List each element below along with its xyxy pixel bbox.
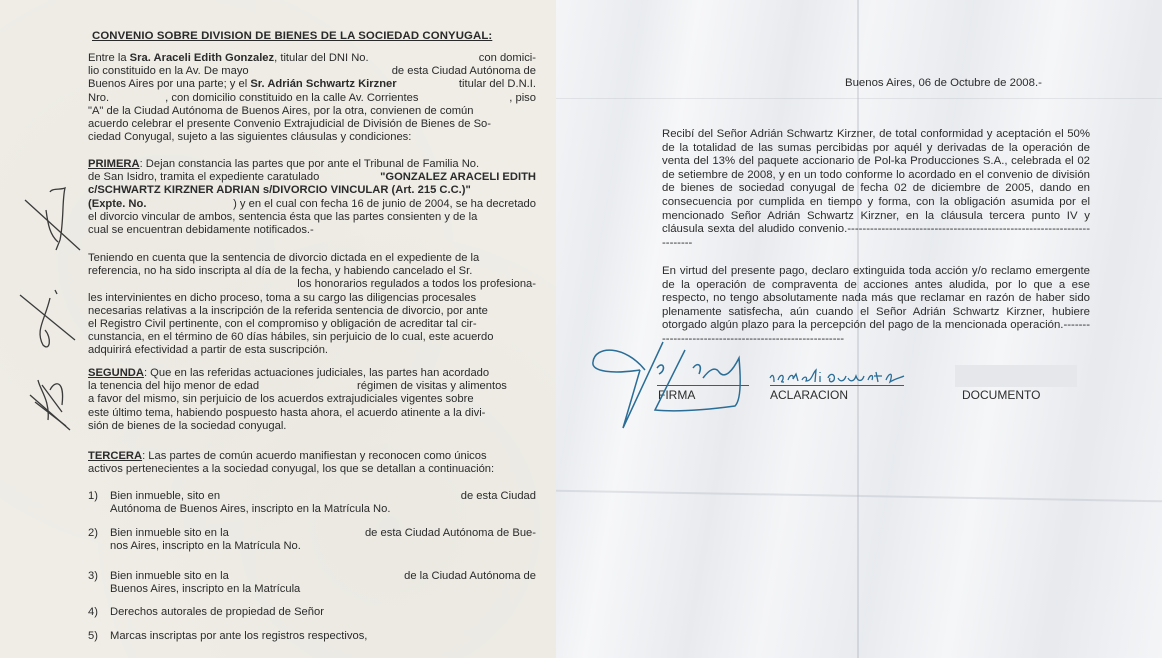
- agreement-title: CONVENIO SOBRE DIVISION DE BIENES DE LA SOCIEDAD CONYUGAL:: [92, 30, 493, 42]
- firma-label: FIRMA: [658, 388, 696, 402]
- clause-primera: PRIMERA: Dejan constancia las partes que por ante el Tribunal de Familia No. de San Isidro, tramita el expediente caratulado "GONZALEZ ARACELI EDITH c/SCHWARTZ KIRZNER ADRIAN s/DIVORCIO VINCULAR (Art. 215 C.C.)" (Expte. No. ) y en el cual con fecha 16 de junio de 2004, se ha decretado el divorcio vincular de ambos, sentencia ésta que las partes consienten y de la cual se encuentran debidamente notificados.-: [88, 158, 536, 237]
- receipt-paragraph-2: En virtud del presente pago, declaro extinguida toda acción y/o reclamo emergente de la operación de compraventa de acciones antes aludida, por lo que a ese respecto, no tengo absolutamente nada más que reclamar en razón de haber sido plenamente satisfecha, aún cuando el Señor Adrián Schwartz Kirzner, hubiere otorgado algún plazo para la percepción del pago de la mencionada operación.-------------------------------------------------------: [662, 265, 1090, 345]
- clause-heading: PRIMERA: [88, 158, 140, 170]
- signature-icon: [585, 340, 755, 440]
- intro-paragraph: Entre la Sra. Araceli Edith Gonzalez, titular del DNI No. con domici- lio constituido en la Av. De mayo de esta Ciudad Autónoma de Buenos Aires por una parte; y el Sr. Adrián Schwartz Kirzner titular del D.N.I. Nro. , con domicilio constituido en la calle Av. Corrientes , piso "A" de la Ciudad Autónoma de Buenos Aires, por la otra, convienen de común acuerdo celebrar el presente Convenio Extrajudicial de División de Bienes de So- ciedad Conyugal, sujeto a las siguientes cláusulas y condiciones:: [88, 52, 536, 144]
- asset-item-2: 2) Bien inmueble sito en la de esta Ciudad Autónoma de Bue- nos Aires, inscripto en la Matrícula No.: [88, 527, 536, 553]
- margin-signature-icon: [10, 180, 80, 440]
- asset-item-3: 3) Bien inmueble sito en la de la Ciudad Autónoma de Buenos Aires, inscripto en la Matrícula: [88, 570, 536, 596]
- receipt-date: Buenos Aires, 06 de Octubre de 2008.-: [845, 77, 1042, 89]
- asset-item-1: 1) Bien inmueble, sito en de esta Ciudad Autónoma de Buenos Aires, inscripto en la Matrícula No.: [88, 490, 536, 516]
- clause-heading: TERCERA: [88, 450, 143, 462]
- redacted-document-number: [955, 365, 1077, 387]
- asset-item-4: 4) Derechos autorales de propiedad de Señor: [88, 606, 324, 618]
- clause-heading: SEGUNDA: [88, 367, 144, 379]
- image-edge: [1162, 0, 1170, 658]
- clause-tercera: TERCERA: Las partes de común acuerdo manifiestan y reconocen como únicos activos pertenecientes a la sociedad conyugal, los que se detallan a continuación:: [88, 450, 495, 476]
- documento-label: DOCUMENTO: [962, 388, 1041, 402]
- clause-segunda: SEGUNDA: Que en las referidas actuaciones judiciales, las partes han acordado la tenencia del hijo menor de edad régimen de visitas y alimentos a favor del mismo, sin perjuicio de los acuerdos extrajudiciales vigentes sobre este último tema, habiendo pospuesto hasta ahora, el acuerdo atinente a la divi- sión de bienes de la sociedad conyugal.: [88, 367, 507, 432]
- receipt-paragraph-1: Recibí del Señor Adrián Schwartz Kirzner, de total conformidad y aceptación el 50% de la totalidad de las sumas percibidas por aquél y derivadas de la operación de venta del 13% del paquete accionario de Pol-ka Producciones S.A., celebrada el 02 de setiembre de 2008, y en un todo conforme lo acordado en el convenio de división de bienes de sociedad conyugal de fecha 02 de diciembre de 2005, dando en consecuencia por cumplida en tiempo y forma, con la obligación asumida por el mencionado Señor Adrián Schwartz Kirzner, en la cláusula tercera punto IV y cláusula sexta del aludido convenio.------------------------------------------------------------------------: [662, 128, 1090, 249]
- aclaracion-label: ACLARACION: [770, 388, 849, 402]
- handwritten-name-icon: [768, 364, 908, 386]
- asset-item-5: 5) Marcas inscriptas por ante los registros respectivos,: [88, 630, 368, 642]
- paragraph-divorce-registration: Teniendo en cuenta que la sentencia de divorcio dictada en el expediente de la referencia, no ha sido inscripta al día de la fecha, y habiendo cancelado el Sr. los honorarios regulados a todos los profesiona- les intervinientes en dicho proceso, toma a su cargo las diligencias procesales necesarias relativas a la inscripción de la referida sentencia de divorcio, por ante el Registro Civil pertinente, con el compromiso y obligación de acreditar tal cir- cunstancia, en el término de 60 días hábiles, sin perjuicio de lo cual, este acuerdo adquirirá efectividad a partir de esta suscripción.: [88, 252, 536, 357]
- paper-fold: [556, 98, 1162, 99]
